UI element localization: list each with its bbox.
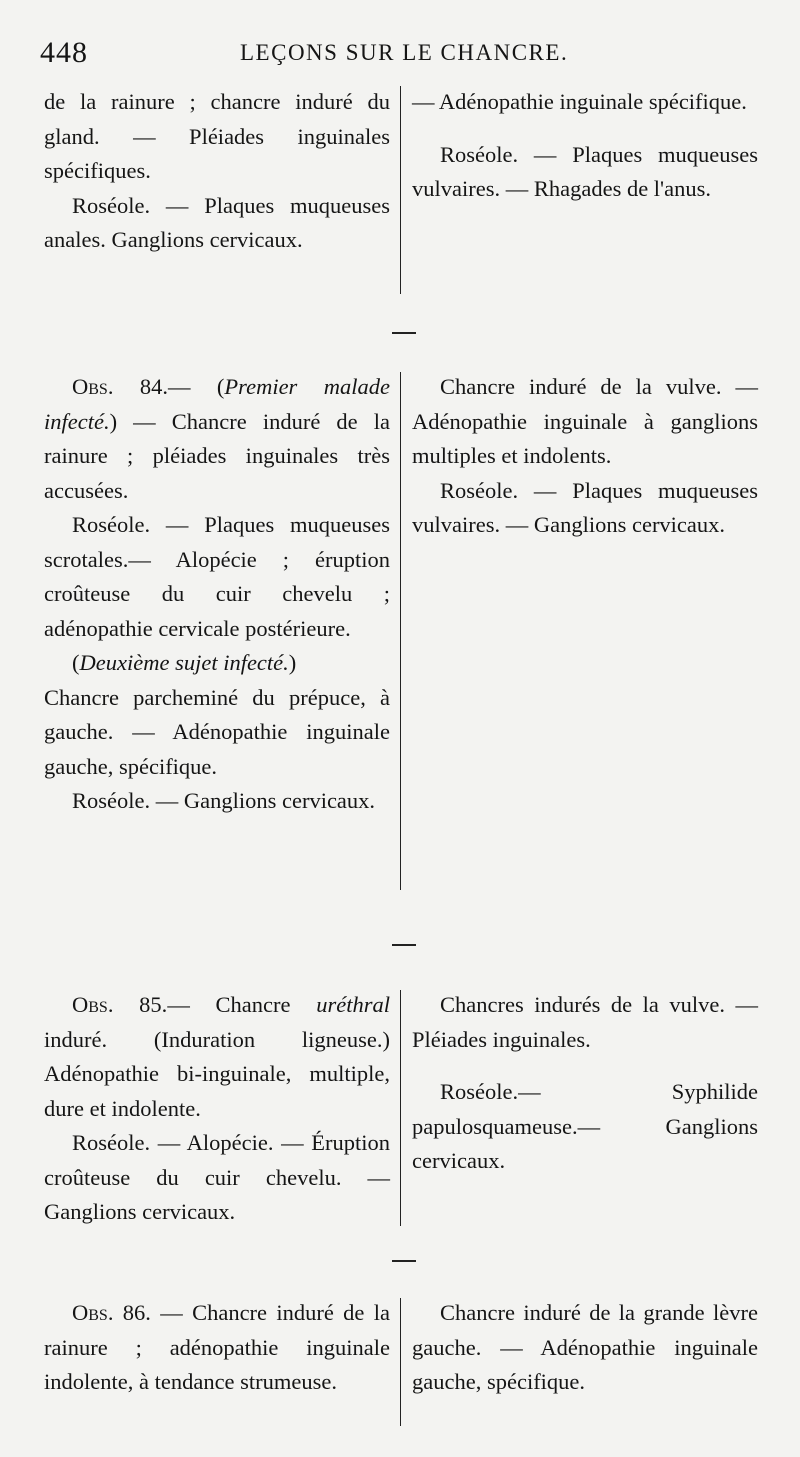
obs-84-paragraph bbox=[44, 370, 390, 508]
obs-italic: uréthral bbox=[316, 992, 390, 1017]
spacer bbox=[412, 1057, 758, 1075]
block3-left-paragraph: Roséole. — Alopécie. — Éruption croûteuse du cuir chevelu. — Ganglions cervicaux. bbox=[44, 1130, 390, 1224]
block2-left-column bbox=[44, 370, 390, 819]
obs-text: — Chancre induré de la rainure ; adénopathie inguinale indolente, à tendance strumeuse. bbox=[44, 1300, 390, 1394]
obs-text: ) — Chancre induré de la rainure ; pléiades inguinales très accusées. bbox=[44, 408, 390, 503]
block1-right-column bbox=[412, 85, 758, 207]
page-number: 448 bbox=[40, 36, 88, 69]
obs-86-paragraph bbox=[44, 1296, 390, 1400]
block1-left-paragraph: Roséole. — Plaques muqueuses anales. Ganglions cervicaux. bbox=[44, 192, 390, 252]
block4-right-column bbox=[412, 1296, 758, 1400]
paren-close: ) bbox=[288, 650, 297, 675]
column-divider bbox=[400, 1298, 401, 1426]
obs-italic: Premier malade infecté. bbox=[44, 374, 390, 434]
obs-85-paragraph bbox=[44, 988, 390, 1126]
block3-right-paragraph: Roséole.— Syphilide papulosquameuse.— Ganglions cervicaux. bbox=[412, 1079, 758, 1173]
block2-right-paragraph: Chancre induré de la vulve. — Adénopathie inguinale à ganglions multiples et indolents. bbox=[412, 374, 758, 468]
running-title: LEÇONS SUR LE CHANCRE. bbox=[240, 40, 569, 65]
block1-left-paragraph: de la rainure ; chancre induré du gland. — Pléiades inguinales spécifiques. bbox=[44, 89, 390, 183]
section-separator bbox=[392, 332, 416, 334]
block4-right-paragraph: Chancre induré de la grande lèvre gauche. — Adénopathie inguinale gauche, spécifique. bbox=[412, 1300, 758, 1394]
block3-left-column bbox=[44, 988, 390, 1230]
page-header bbox=[40, 36, 760, 76]
spacer bbox=[412, 120, 758, 138]
block1-right-paragraph: — Adénopathie inguinale spécifique. bbox=[412, 89, 747, 114]
block2-right-paragraph: Roséole. — Plaques muqueuses vulvaires. — Ganglions cervicaux. bbox=[412, 477, 758, 537]
obs-text: — ( bbox=[168, 374, 225, 399]
obs-label: Obs. 84. bbox=[72, 374, 168, 399]
obs-label: Obs. 86. bbox=[72, 1300, 151, 1325]
column-divider bbox=[400, 86, 401, 294]
block2-left-paragraph: Roséole. — Plaques muqueuses scrotales.— Alopécie ; éruption croûteuse du cuir chevelu ; adénopathie cervicale postérieure. bbox=[44, 512, 390, 641]
block1-right-paragraph: Roséole. — Plaques muqueuses vulvaires. — Rhagades de l'anus. bbox=[412, 141, 758, 201]
block4-left-column bbox=[44, 1296, 390, 1400]
block2-left-paragraph: Roséole. — Ganglions cervicaux. bbox=[72, 788, 376, 813]
obs-text: induré. (Induration ligneuse.) Adénopathie bi-inguinale, multiple, dure et indolente. bbox=[44, 1026, 390, 1121]
second-subject-heading bbox=[44, 646, 390, 681]
obs-label: Obs. 85. bbox=[72, 992, 168, 1017]
paren-open: ( bbox=[72, 650, 80, 675]
column-divider bbox=[400, 990, 401, 1226]
block3-right-column bbox=[412, 988, 758, 1179]
section-separator bbox=[392, 1260, 416, 1262]
block2-left-paragraph: Chancre parcheminé du prépuce, à gauche. — Adénopathie inguinale gauche, spécifique. bbox=[44, 684, 390, 779]
second-subject-italic: Deuxième sujet infecté. bbox=[79, 650, 289, 675]
section-separator bbox=[392, 944, 416, 946]
block1-left-column bbox=[44, 85, 390, 258]
obs-text: — Chancre bbox=[167, 992, 317, 1017]
block3-right-paragraph: Chancres indurés de la vulve. — Pléiades inguinales. bbox=[412, 992, 758, 1052]
block2-right-column bbox=[412, 370, 758, 543]
column-divider bbox=[400, 372, 401, 890]
